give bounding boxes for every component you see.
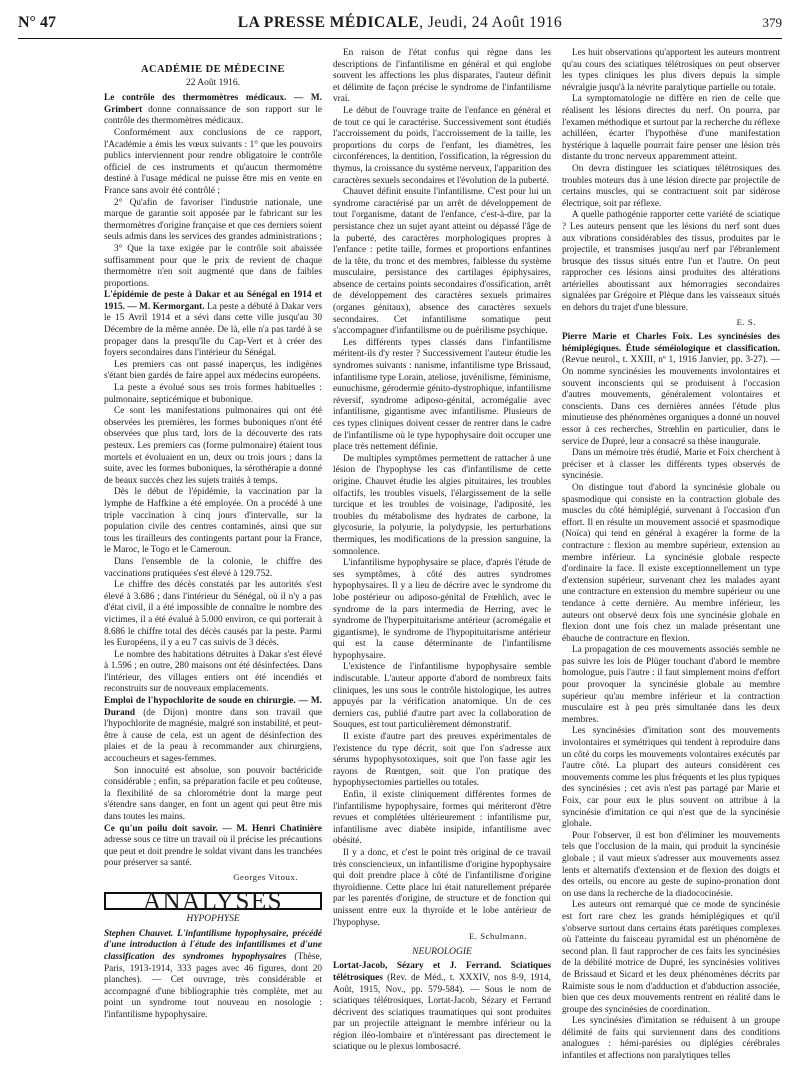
- page-number: 379: [762, 15, 782, 30]
- analysis-text: (Rev. de Méd., t. XXXIV, nos 8-9, 1914, Août, 1915, Nov., pp. 579-584). — Sous le nom de sciatiques télétrosiques, Lortat-Jacob, Sézary et Ferrand décrivent des sciatiques traumatiques qui sont produites par un projectile atteignant le membre inférieur ou la région iléo-lombaire et n'intéressant pas directement le sciatique ou le plexus lombosacré.: [333, 972, 551, 1053]
- paragraph: Les huit observations qu'apportent les auteurs montrent qu'au cours des sciatiques télétrosiques on peut observer les types cliniques les plus divers depuis la simple névralgie jusqu'à la névrite paralytique partielle ou totale.: [562, 48, 780, 93]
- report-paragraph: [104, 650, 322, 696]
- masthead: [18, 14, 782, 36]
- report-paragraph: [104, 696, 322, 766]
- report-paragraph: [104, 383, 322, 406]
- paragraph: Les auteurs ont remarqué que ce mode de syncinésie est fort rare chez les grands hémiplégiques et qu'il s'observe surtout dans certains états parétiques complexes où l'atteinte du faisceau pyramidal est un phénomène de second plan. Il faut rapprocher de ces faits les syncinésies de la débilité motrice de Dupré, les syncinésies volitives de Brissaud et Sicard et les deux phénomènes décrits par Raimiste sous le nom d'adduction et d'abduction associée, bien que ces deux mouvements rentrent en réalité dans le groupe des syncinésies de coordination.: [562, 900, 780, 1015]
- section-title: ACADÉMIE DE MÉDECINE: [141, 64, 285, 75]
- report-text: Le chiffre des décès constatés par les autorités s'est élevé à 3.686 ; dans l'intérieur du Sénégal, où il n'y a pas d'état civil, il a été impossible de connaître le nombre des victimes, il a été évalué à 5.000 environ, ce qui porterait à 8.686 le chiffre total des décès causés par la peste. Parmi les Européens, il y a eu 7 cas suivis de 3 décès.: [104, 580, 322, 649]
- paragraph: L'existence de l'infantilisme hypophysaire semble indiscutable. L'auteur apporte d'abord de nombreux faits cliniques, les uns sous le contrôle histologique, les autres appuyés par la vérification anatomique. Un de ces derniers cas, publié d'autre part avec la collaboration de Souques, est tout particulièrement démonstratif.: [333, 662, 551, 731]
- sub-heading: HYPOPHYSE: [186, 914, 240, 925]
- report-text: Ce sont les manifestations pulmonaires qui ont été observées les premières, les formes buboniques n'ont été observées que plus tard, lors de la découverte des rats pesteux. Les premiers cas (forme pulmonaire) étaient tous mortels et évoluaient en un, deux ou trois jours ; dans la suite, avec les formes buboniques, la sérothérapie a donné de beaux succès chez les sujets traités à temps.: [104, 406, 322, 486]
- column-1: [104, 48, 322, 1022]
- paragraph: Les syncinésies d'imitation sont des mouvements involontaires et symétriques qui tendent à reproduire dans un côté du corps les mouvements volontaires exécutés par l'autre côté. La plupart des auteurs considèrent ces mouvements comme les plus fréquents et les plus typiques des syncinésies ; cet avis n'est pas partagé par Marie et Foix, car pour eux le plus souvent on attribue à la syncinésie d'imitation ce qui n'est que de la syncinésie globale.: [562, 726, 780, 830]
- paragraph: A quelle pathogénie rapporter cette variété de sciatique ? Les auteurs pensent que les lésions du nerf sont dues aux vibrations considérables des tissus, produites par le projectile, et transmises jusqu'au nerf par l'ébranlement brusque des tissus situés entre l'un et l'autre. On peut rapprocher ces lésions ainsi produites des altérations artérielles aboutissant aux hémorragies secondaires signalées par Grégoire et Plèque dans les vaisseaux situés en dehors du trajet d'une blessure.: [562, 210, 780, 314]
- report-title: Le contrôle des thermomètres médicaux. — M. Grimbert: [104, 93, 322, 115]
- report-text: adresse sous ce titre un travail où il précise les précautions que peut et doit prendre le soldat vivant dans les tranchées pour préserver sa santé.: [104, 835, 322, 869]
- analysis-lead: Stephen Chauvet. L'infantilisme hypophysaire, précédé d'une introduction à l'étude des infantilismes et d'une classification des syndromes hypophysaires: [104, 928, 322, 962]
- section-date: 22 Août 1916.: [185, 77, 241, 88]
- report-paragraph: [104, 360, 322, 383]
- report-text: 3° Que la taxe exigée par le contrôle soit abaissée suffisamment pour que le prix de revient de chaque thermomètre n'en soit augmenté que dans de faibles proportions.: [104, 243, 322, 289]
- journal-title: [18, 14, 782, 32]
- paragraph: Pour l'observer, il est bon d'éliminer les mouvements tels que l'occlusion de la main, qui produit la syncinésie globale ; il vaut mieux s'adresser aux mouvements assez lents et alternatifs d'extension et de flexion des doigts et des orteils, ou encore au geste de supino-pronation dont on use dans la recherche de la diadococinésie.: [562, 830, 780, 899]
- report-title: L'épidémie de peste à Dakar et au Sénégal en 1914 et 1915. — M. Kermorgant.: [104, 290, 322, 312]
- analysis-entry: [104, 929, 322, 1022]
- signature: E. Schulmann.: [468, 931, 527, 942]
- report-paragraph: [104, 580, 322, 650]
- analyses-heading: ANALYSES: [104, 892, 322, 911]
- analysis-text: (Thèse, Paris, 1913-1914, 333 pages avec 46 figures, dont 20 planches). — Cet ouvrage, très considérable et accompagné d'une bibliographie très complète, met au point un syndrome tout nouveau en nosologie : l'infantilisme hypophysaire.: [104, 951, 322, 1020]
- report-paragraph: [104, 93, 322, 128]
- report-title: Emploi de l'hypochlorite de soude en chirurgie. — M. Durand: [104, 696, 322, 718]
- signature: Georges Vitoux.: [233, 871, 298, 882]
- analysis-entry: [562, 332, 780, 448]
- header-rule: [18, 38, 782, 39]
- paragraph: Les différents types classés dans l'infantilisme méritent-ils d'y rester ? Successivement l'auteur étudie les syndromes suivants : nanisme, infantilisme type Brissaud, infantilisme type Lorain, ateliose, juvénilisme, féminisme, eunuchisme, gérodermie génito-dystrophique, infantilisme réversif, syndrome adiposo-génital, acromégalie avec infantilisme, gigantisme avec infantilisme. Plusieurs de ces types cliniques doivent cesser de rentrer dans le cadre de l'infantilisme où le type hypophysaire doit occuper une place très nettement définie.: [333, 337, 551, 453]
- report-paragraph: [104, 244, 322, 290]
- paragraph: De multiples symptômes permettent de rattacher à une lésion de l'hypophyse les cas d'infantilisme de cette origine. Chauvet étudie les algies pituitaires, les troubles olfactifs, les troubles visuels, l'élargissement de la selle turcique et les troubles de voisinage, l'adiposité, les troubles du métabolisme des hydrates de carbone, la glycosurie, la polyurie, la polydypsie, les perturbations thermiques, les modifications de la pression sanguine, la somnolence.: [333, 453, 551, 557]
- report-text: (de Dijon) montre dans son travail que l'hypochlorite de magnésie, malgré son instabilité, et peut-être à cause de cela, est un agent de désinfection des plaies et de la peau à recommander aux chirurgiens, accoucheurs et sages-femmes.: [104, 707, 322, 765]
- paragraph: L'infantilisme hypophysaire se place, d'après l'étude de ses symptômes, à côté des autres syndromes hypophysaires. Il y a lieu de décrire avec le syndrome du lobe postérieur ou adiposo-génital de Frœhlich, avec le syndrome de la pars intermedia de Herring, avec le syndrome de l'hyperpituitarisme antérieur (acromégalie et gigantisme), le syndrome de l'hypopituitarisme antérieur qui est la cause déterminante de l'infantilisme hypophysaire.: [333, 558, 551, 661]
- column-3: [562, 48, 780, 1063]
- report-paragraph: [104, 824, 322, 870]
- report-text: Dans l'ensemble de la colonie, le chiffre des vaccinations pratiquées s'est élevé à 129.752.: [104, 556, 322, 579]
- report-paragraph: [104, 406, 322, 487]
- analysis-lead: Pierre Marie et Charles Foix. Les syncinésies des hémiplégiques. Étude séméiologique et classification.: [562, 332, 780, 354]
- paragraph: On devra distinguer les sciatiques télétrosiques des troubles moteurs dus à une lésion directe par projectile de certains muscles, qui se contractuent soit par sidérose électrique, soit par réflexe.: [562, 163, 780, 209]
- analysis-body: [562, 48, 780, 315]
- report-title: Ce qu'un poilu doit savoir. — M. Henri Chatinière: [104, 823, 322, 834]
- report-text: Les premiers cas ont passé inaperçus, les indigènes s'étant bien gardés de faire appel aux médecins européens.: [104, 359, 322, 382]
- report-text: Le nombre des habitations détruites à Dakar s'est élevé à 1.596 ; en outre, 280 maisons ont été désinfectées. Dans l'intérieur, des villages entiers ont été incendiés et reconstruits sur de nouveaux emplacements.: [104, 649, 322, 695]
- paragraph: La propagation de ces mouvements associés semble ne pas suivre les lois de Plüger touchant d'abord le membre homologue, puis l'autre : il faut simplement moins d'effort pour provoquer la syncinésie globale au membre supérieur qu'au membre inférieur et la contraction musculaire est à peu près simultanée dans les deux membres.: [562, 645, 780, 725]
- analysis-body: [333, 48, 551, 929]
- paragraph: Il y a donc, et c'est le point très original de ce travail très consciencieux, un infantilisme d'origine hypophysaire qui doit prendre place à côté de l'infantilisme d'origine thyroïdienne. Cette place lui était naturellement préparée par les parentés d'origine, de structure et de fonction qui unissent entre eux la thyroïde et le lobe antérieur de l'hypophyse.: [333, 847, 551, 928]
- academy-reports: [104, 93, 322, 870]
- paragraph: Les syncinésies d'imitation se réduisent à un groupe délimité de faits qui surviennent dans des conditions analogues : hémi-parésies ou diplégies cérébrales infantiles et affections non paralytiques telles: [562, 1016, 780, 1062]
- report-paragraph: [104, 557, 322, 580]
- issue-number: N° 47: [18, 14, 56, 31]
- paragraph: Le début de l'ouvrage traite de l'enfance en général et de tout ce qui le caractérise. Successivement sont étudiés l'accroissement du poids, l'accroissement de la taille, les proportions du corps de l'enfant, les diamètres, les circonférences, la dentition, l'ossification, la régression du thymus, la croissance du système nerveux, l'apparition des caractères sexuels secondaires et l'évolution de la puberté.: [333, 105, 551, 186]
- signature: E. S.: [736, 316, 756, 327]
- sub-heading: NEUROLOGIE: [412, 946, 472, 957]
- report-text: donne connaissance de son rapport sur le contrôle des thermomètres médicaux.: [104, 104, 322, 127]
- report-text: La peste a débuté à Dakar vers le 15 Avril 1914 et a sévi dans cette ville jusqu'au 30 Décembre de la même année. De là, elle n'a pas tardé à se propager dans la presqu'île du Cap-Vert et à créer des foyers secondaires dans l'intérieur du Sénégal.: [104, 301, 322, 359]
- report-text: Dès le début de l'épidémie, la vaccination par la lymphe de Haffkine a été employée. On a procédé à une triple vaccination à cinq jours d'intervalle, sur la population civile des centres contaminés, ainsi que sur tous les tirailleurs des contingents partant pour la France, le Maroc, le Togo et le Cameroun.: [104, 487, 322, 556]
- journal-name: LA PRESSE MÉDICALE: [237, 14, 420, 31]
- report-text: Conformément aux conclusions de ce rapport, l'Académie a émis les vœux suivants : 1° que les pouvoirs publics interviennent pour rendre obligatoire le contrôle officiel de ces instruments et qu'aucun thermomètre destiné à l'usage médical ne puisse être mis en vente en France sans avoir été contrôlé ;: [104, 127, 322, 196]
- report-paragraph: [104, 128, 322, 198]
- paragraph: En raison de l'état confus qui règne dans les descriptions de l'infantilisme en général et qui englobe souvent les affections les plus disparates, l'auteur définit et délimite de façon précise le syndrome de l'infantilisme vrai.: [333, 48, 551, 105]
- report-paragraph: [104, 487, 322, 557]
- column-2: [333, 48, 551, 1054]
- analysis-text: (Revue neurol., t. XXIII, nº 1, 1916 Janvier, pp. 3-27). — On nomme syncinésies les mouvements involontaires et souvent inconscients qui se produisent à l'occasion d'autres mouvements, généralement volontaires et conscients. Dans ces dernières années l'étude plus minutieuse des phénomènes organiques a donné un nouvel essor à ces recherches, Strœhlin en particulier, dans le service de Dupré, leur a consacré sa thèse inaugurale.: [562, 355, 780, 447]
- analysis-body-continued: [562, 448, 780, 1062]
- issue-date: , Jeudi, 24 Août 1916: [419, 14, 563, 31]
- report-paragraph: [104, 766, 322, 824]
- analysis-entry: [333, 961, 551, 1054]
- paragraph: On distingue tout d'abord la syncinésie globale ou spasmodique qui consiste en la contraction globale des muscles du côté hémiplégié, survenant à l'occasion d'un effort. Il en résulte un mouvement associé et spasmodique (Noïca) qui tend en général à exagérer la forme de la contracture : flexion au membre supérieur, extension au membre inférieur. La syncinésie globale respecte d'ordinaire la face. Il existe exceptionnellement un type d'extension supérieur, survenant chez les malades ayant une contracture en extension du membre supérieur ou une tendance à cette dernière. Au membre inférieur, les auteurs ont observé deux fois une syncinésie globale en flexion dont une fois chez un malade présentant une ébauche de contracture en flexion.: [562, 482, 780, 644]
- report-text: 2° Qu'afin de favoriser l'industrie nationale, une marque de garantie soit apposée par le fabricant sur les thermomètres d'origine française et que ces derniers soient seuls admis dans les services des grandes administrations ;: [104, 197, 322, 243]
- paragraph: Enfin, il existe cliniquement différentes formes de l'infantilisme hypophysaire, formes qui mériteront d'être revues et complétées ultérieurement : infantilisme pur, infantilisme avec diabète insipide, infantilisme avec obésité.: [333, 790, 551, 847]
- report-paragraph: [104, 198, 322, 244]
- analysis-lead: Lortat-Jacob, Sézary et J. Ferrand. Sciatiques télétrosiques: [333, 961, 551, 983]
- report-text: La peste a évolué sous ses trois formes habituelles : pulmonaire, septicémique et bubonique.: [104, 383, 322, 405]
- report-paragraph: [104, 290, 322, 360]
- paragraph: La symptomatologie ne diffère en rien de celle que réalisent les lésions directes du nerf. On pourra, par l'examen méthodique et surtout par la recherche du réflexe achilléen, écarter l'hypothèse d'une manifestation hystérique à laquelle pourrait faire penser une lésion très distante du tronc nerveux apparemment atteint.: [562, 94, 780, 163]
- paragraph: Dans un mémoire très étudié, Marie et Foix cherchent à préciser et à classer les différents types observés de syncinésie.: [562, 448, 780, 482]
- paragraph: Il existe d'autre part des preuves expérimentales de l'existence du type décrit, soit que l'on s'adresse aux sérums hypophysotoxiques, soit que l'on fasse agir les rayons de Rœntgen, soit que l'on pratique des hypophysectomies partielles ou totales.: [333, 732, 551, 789]
- report-text: Son innocuité est absolue, son pouvoir bactéricide considérable ; enfin, sa préparation facile et peu coûteuse, la flexibilité de sa chlorométrie dont la marge peut s'étendre sans danger, en font un agent qui peut être mis dans toutes les mains.: [104, 765, 322, 822]
- paragraph: Chauvet définit ensuite l'infantilisme. C'est pour lui un syndrome caractérisé par un arrêt de développement de tout l'organisme, datant de l'enfance, c'est-à-dire, par la persistance chez un sujet ayant atteint ou dépassé l'âge de la puberté, des caractères morphologiques propres à l'enfance : petite taille, formes et proportions enfantines de la tête, du tronc et des membres, faiblesse du système musculaire, persistance des cartilages épiphysaires, absence de certains points secondaires d'ossification, arrêt de développement des caractères sexuels primaires (organes génitaux), absence des caractères sexuels secondaires. Cet infantilisme somatique peut s'accompagner d'infantilisme ou de puérilisme psychique.: [333, 187, 551, 337]
